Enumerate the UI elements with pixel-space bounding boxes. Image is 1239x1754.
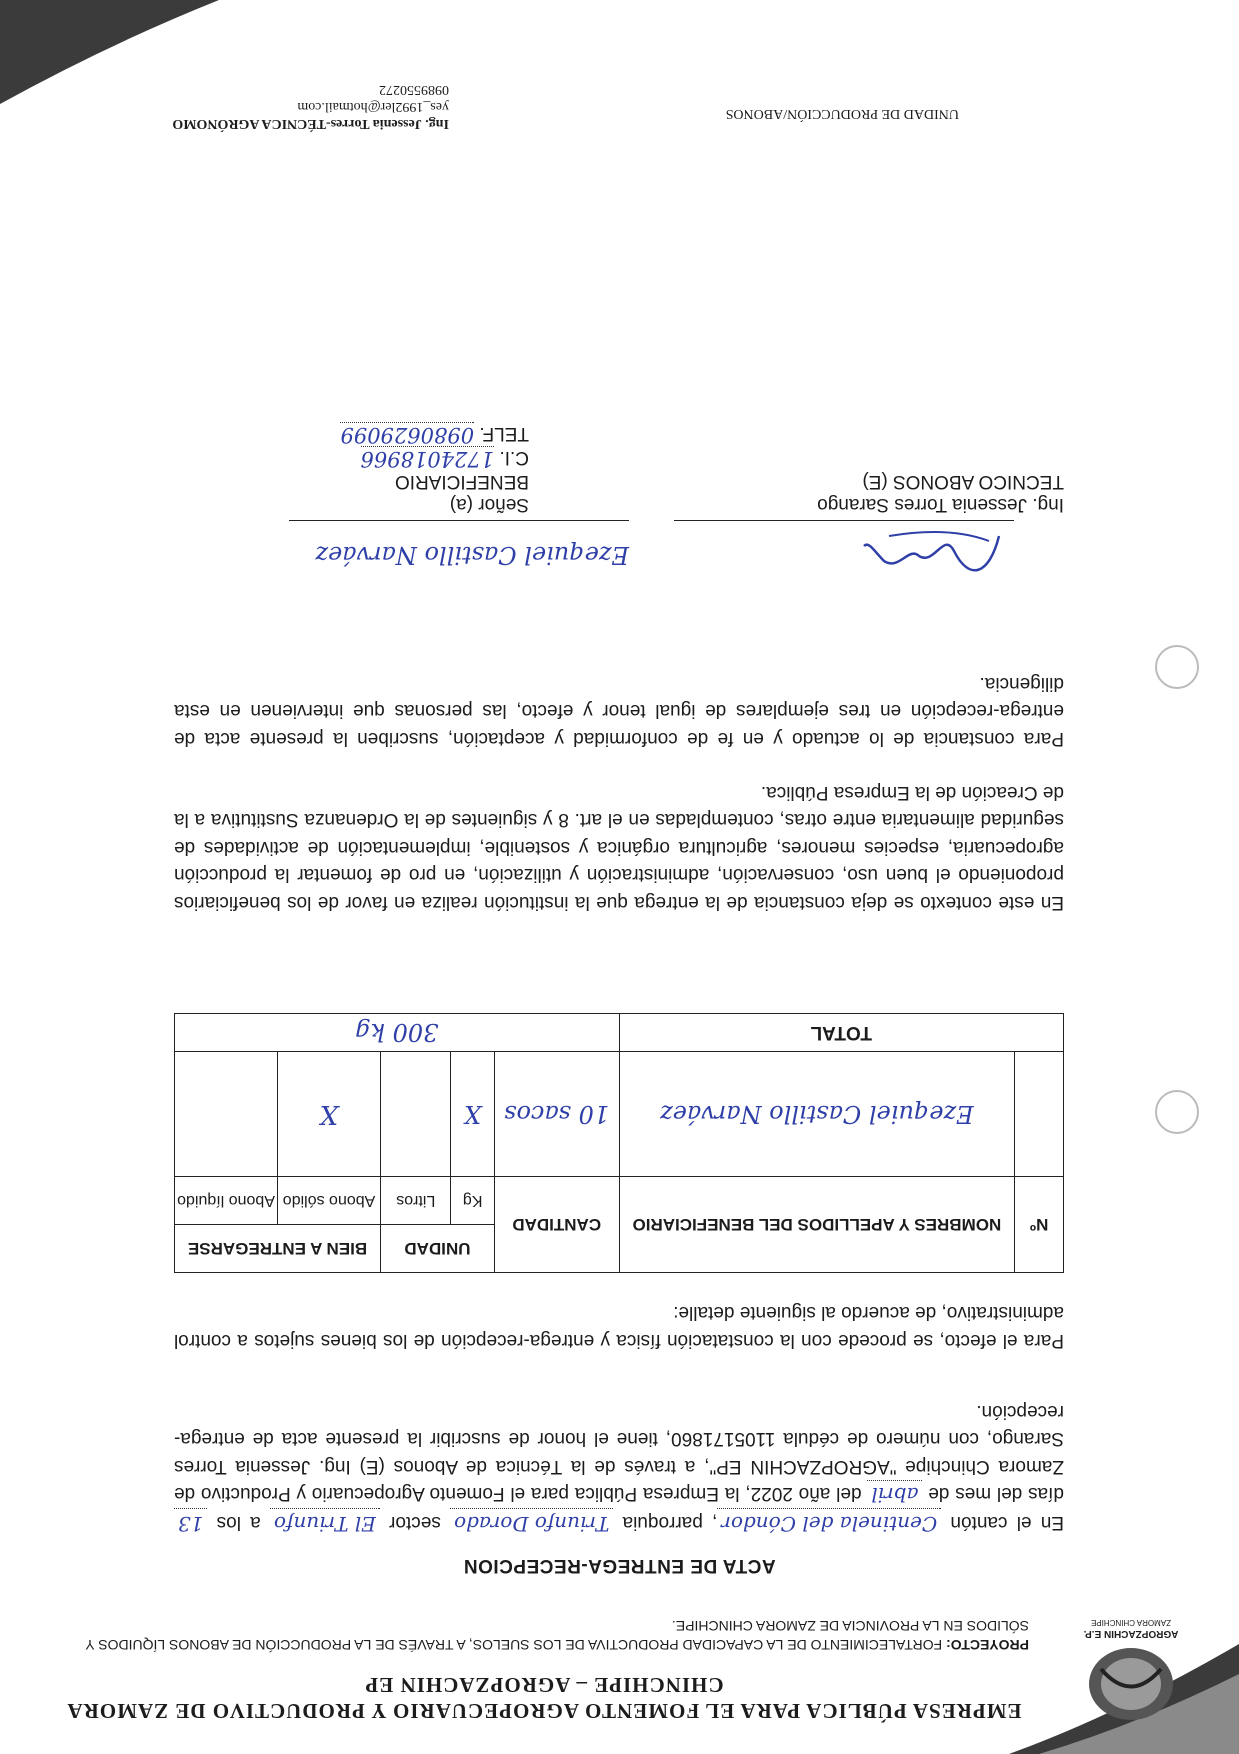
intro-text-4: a los [216,1512,261,1533]
total-value: 300 kg [175,1014,620,1052]
dias-value: 13 [174,1509,207,1538]
row-cantidad: 10 sacos [494,1052,619,1177]
beneficiary-signature-block [169,422,529,516]
row-litros [381,1052,451,1177]
header-cantidad: CANTIDAD [494,1177,619,1273]
document-title: ACTA DE ENTREGA-RECEPCION [463,1555,776,1576]
punch-hole [1155,1090,1199,1134]
row-no [1015,1052,1064,1177]
header-unidad: UNIDAD [381,1225,495,1273]
logo-subtitle: ZAMORA CHINCHIPE [1091,1618,1172,1627]
intro-text-3: sector [389,1512,441,1533]
ci-value: 1724018966 [360,447,495,471]
organization-logo-icon [1061,1644,1201,1724]
ci-label: C.I. [499,447,529,468]
punch-hole [1155,645,1199,689]
telf-value: 0980629099 [340,423,475,447]
sector-value: El Triunfo [270,1509,380,1538]
mes-value: abril [867,1480,922,1509]
intro-text-1: En el cantón [950,1512,1064,1533]
total-label: TOTAL [619,1014,1063,1052]
header-litros: Litros [381,1177,451,1225]
project-text: FORTALECIMIENTO DE LA CAPACIDAD PRODUCTIVA DE LOS SUELOS, A TRAVÉS DE LA PRODUCCIÓN DE ABONOS LÍQUIDOS Y SÓLIDOS EN LA PROVINCIA DE ZAMORA CHINCHIPE. [85,1618,1029,1653]
technician-name: Ing. Jessenia Torres Sarango [817,494,1064,515]
header-no: Nº [1015,1177,1064,1273]
logo-name: AGROPZACHIN E.P. [1083,1628,1179,1639]
parroquia-value: Triunfo Dorado [450,1509,613,1538]
context-paragraph: En este contexto se deja constancia de la entrega que la institución realiza en favor de los beneficiarios proponiendo el buen uso, conservación, administración y utilización, en pro de fomentar la producción agropecuaria, especies menores, agricultura orgánica y sostenible, implementación de actividades de seguridad alimentaria entre otras, contempladas en el art. 8 y siguientes de la Ordenanza Sustitutiva a la de Creación de la Empresa Pública. [174,782,1064,913]
row-name: Ezequiel Castillo Narváez [619,1052,1015,1177]
beneficiary-signature-line [289,520,629,521]
header-bien: BIEN A ENTREGARSE [175,1225,381,1273]
intro-text-5: días del mes de [928,1483,1064,1505]
footer-unit: UNIDAD DE PRODUCCIÓN/ABONOS [725,106,959,121]
row-solido: X [278,1052,381,1177]
beneficiary-telf [169,422,529,446]
project-description [69,1616,1029,1654]
beneficiary-ci [169,446,529,470]
header-liquido: Abono líquido [175,1177,278,1225]
delivery-table [174,1013,1064,1273]
header-solido: Abono sólido [278,1177,381,1225]
organization-title: EMPRESA PÚBLICA PARA EL FOMENTO AGROPECUARIO Y PRODUCTIVO DE ZAMORA CHINCHIPE – AGROPZACHIN EP [66,1673,1022,1723]
closing-paragraph: Para constancia de lo actuado y en fe de conformidad y aceptación, suscriben la presente acta de entrega-recepción en tres ejemplares de igual tenor y efecto, las personas que intervienen en esta diligencia. [174,673,1064,749]
procedure-paragraph: Para el efecto, se procede con la constatación física y entrega-recepción de los bienes sujetos a control administrativo, de acuerdo al siguiente detalle: [174,1302,1064,1351]
footer-contact [172,81,449,132]
row-liquido [175,1052,278,1177]
row-kg: X [451,1052,494,1177]
footer-contact-email: yes_1992ler@hotmail.com [297,99,449,114]
beneficiary-label: BENEFICIARIO [394,471,529,492]
intro-text-6: del año 2022, la Empresa Pública para el Fomento Agropecuario y Productivo de Zamora Chinchipe "AGROPZACHIN EP", a través de la Técnica de Abonos (E) Ing. Jessenia Torres Sarango, con número de cédula 1105171860, tiene el honor de suscribir la presente acta de entrega-recepción. [173,1401,1064,1505]
table-row [175,1052,1064,1177]
organization-logo [1061,1604,1201,1724]
technician-signature-block [674,470,1064,516]
footer-contact-name: Ing. Jessenia Torres-TÉCNICA AGRÓNOMO [172,116,449,131]
beneficiary-signature: Ezequiel Castillo Narváez [315,541,629,569]
beneficiary-title: Señor (a) [449,494,529,515]
intro-paragraph [174,1398,1064,1538]
project-label: PROYECTO: [946,1637,1029,1653]
footer-contact-phone: 0989550272 [379,82,449,97]
technician-signature-scribble [859,516,1009,586]
header-kg: Kg [451,1177,494,1225]
canton-value: Centinela del Cóndor [717,1509,941,1538]
header-name: NOMBRES Y APELLIDOS DEL BENEFICIARIO [619,1177,1015,1273]
intro-text-2: , parroquia [622,1512,718,1533]
technician-role: TECNICO ABONOS (E) [862,471,1064,492]
technician-signature-line [674,520,1014,521]
telf-label: TELF. [479,423,529,444]
